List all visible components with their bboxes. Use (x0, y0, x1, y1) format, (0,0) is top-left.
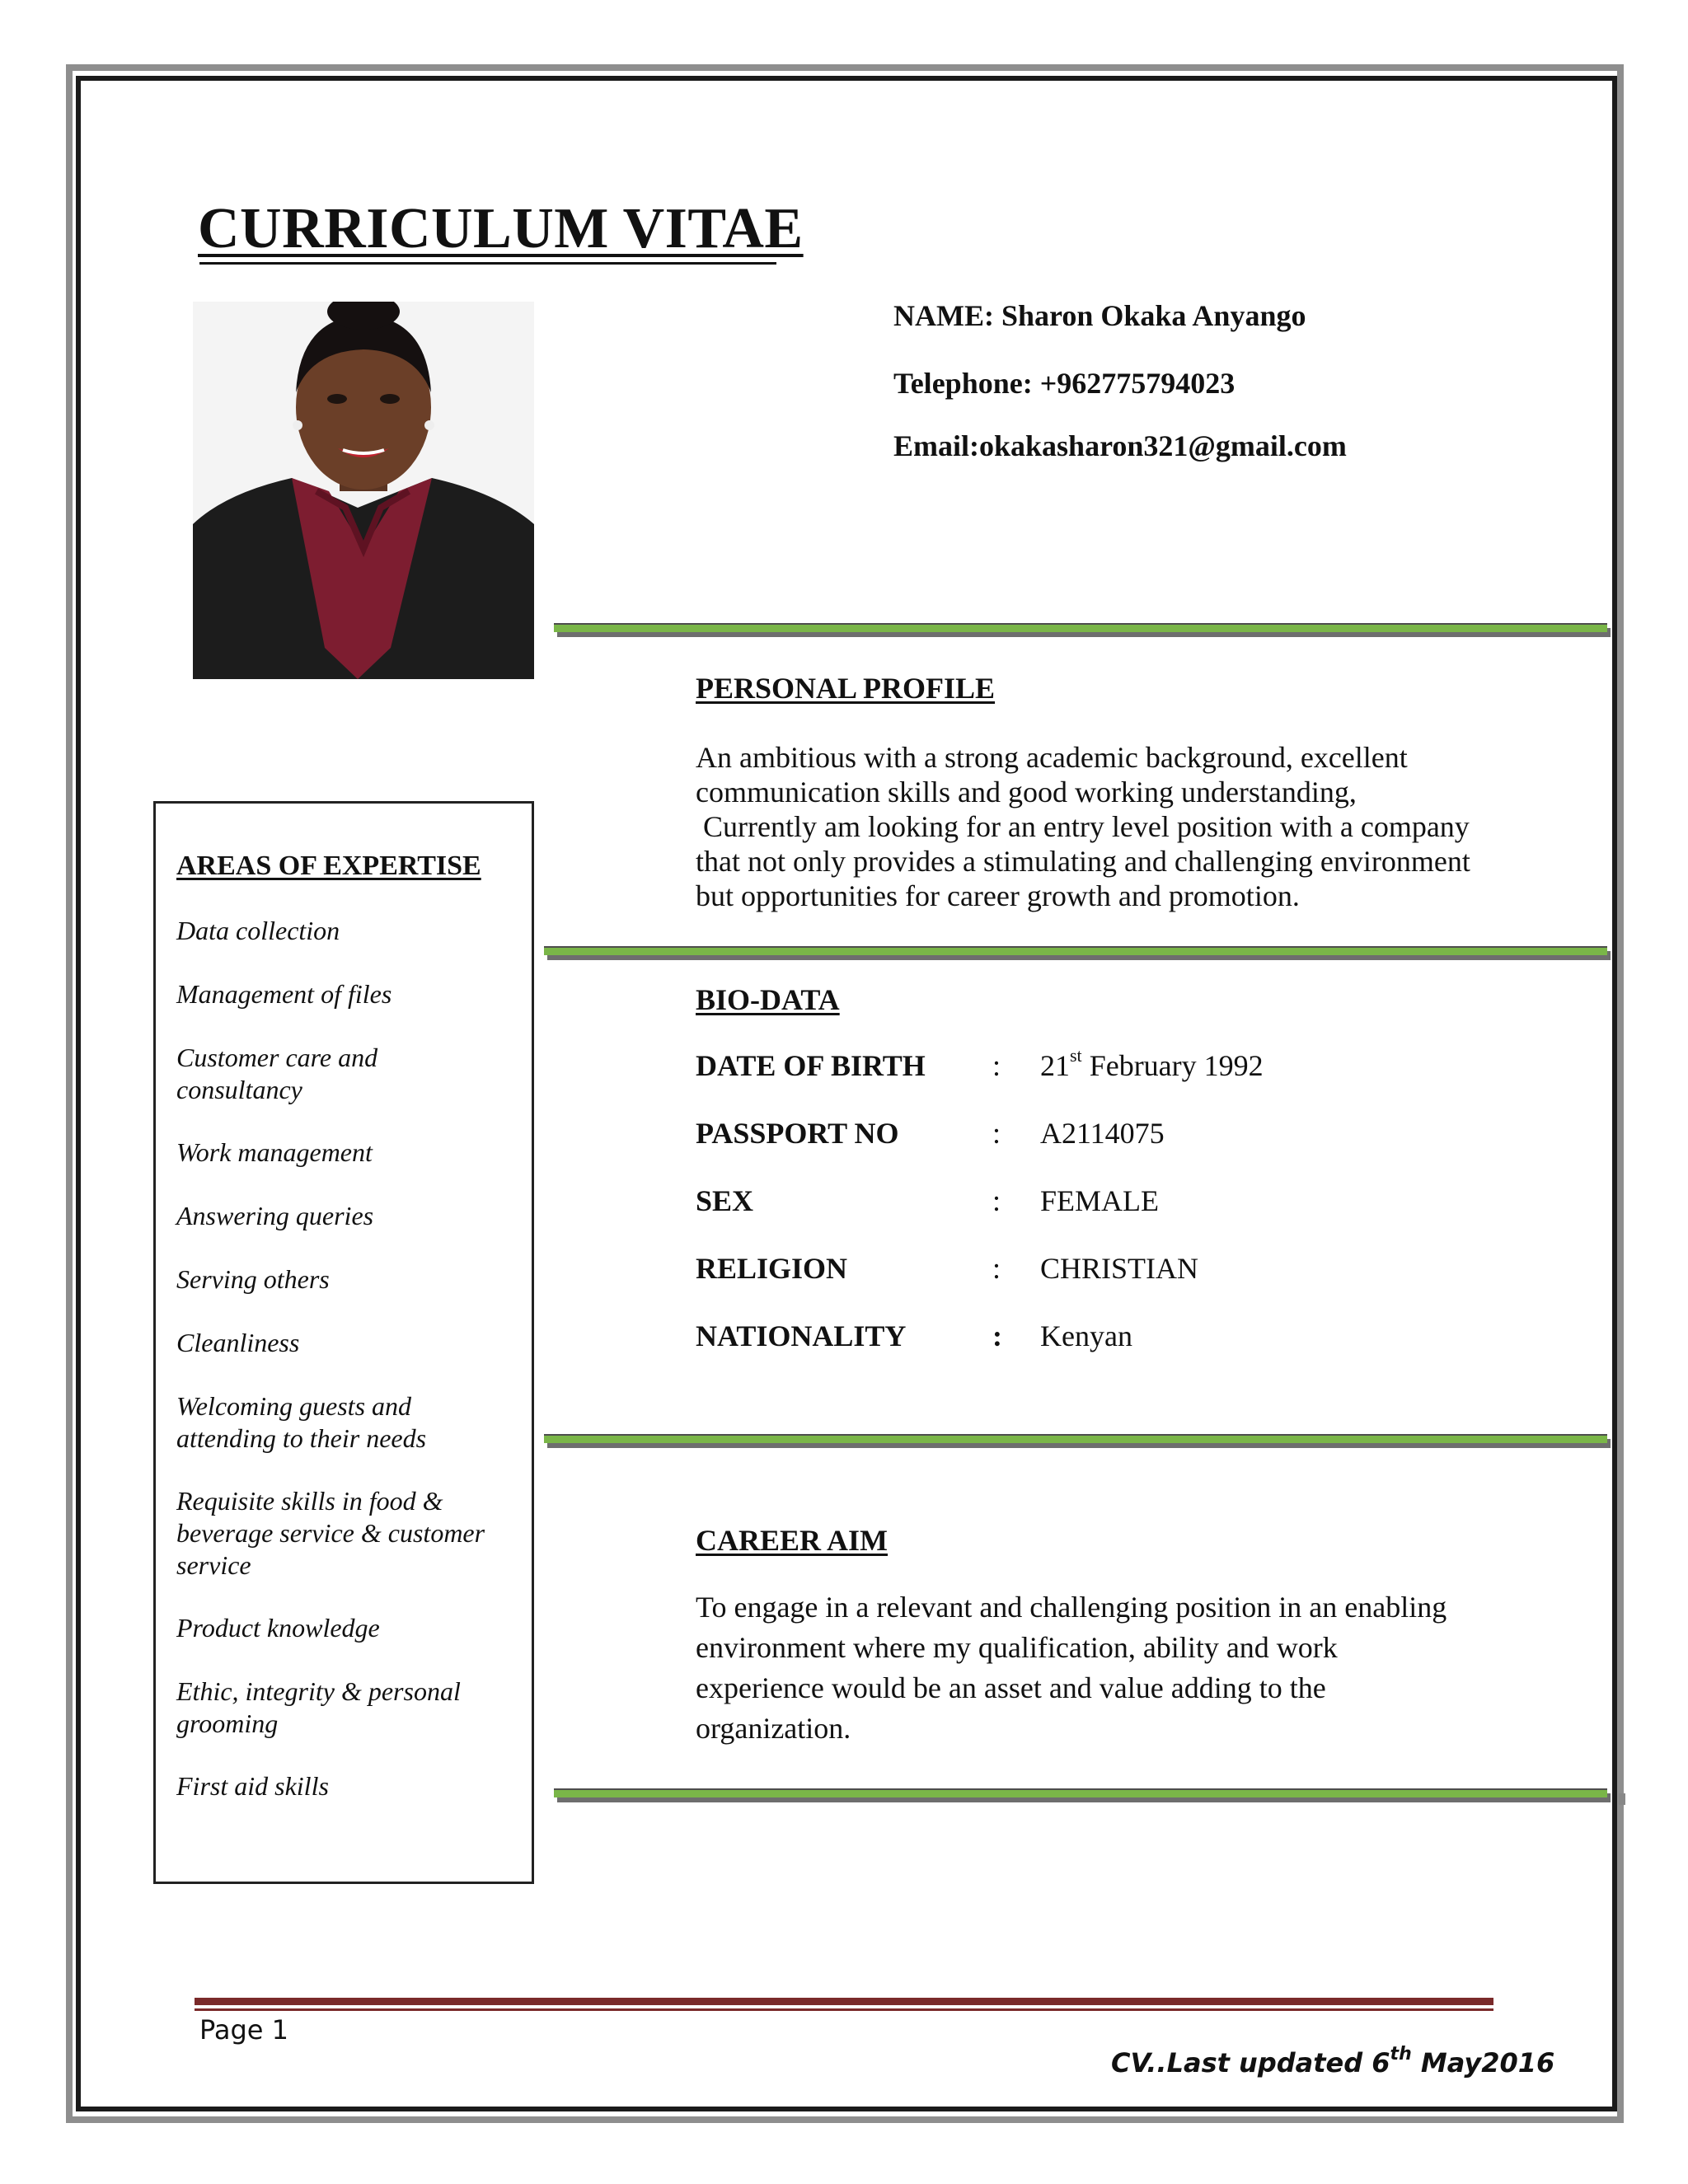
footer-rule-thin (195, 2008, 1493, 2011)
edge-mark (1619, 1793, 1625, 1805)
expertise-item: consultancy (176, 1075, 302, 1104)
expertise-item: Work management (176, 1137, 373, 1167)
career-heading: CAREER AIM (696, 1524, 889, 1557)
biodata-value: CHRISTIAN (1040, 1252, 1199, 1285)
expertise-item: Serving others (176, 1264, 330, 1294)
career-line: To engage in a relevant and challenging position in an enabling (696, 1591, 1447, 1624)
biodata-label: SEX (696, 1184, 754, 1217)
contact-name: NAME: Sharon Okaka Anyango (893, 299, 1306, 332)
expertise-item: Answering queries (176, 1201, 374, 1230)
biodata-row-sex (696, 1183, 1437, 1225)
section-divider (544, 1434, 1607, 1443)
expertise-item: First aid skills (176, 1771, 329, 1801)
expertise-heading: AREAS OF EXPERTISE (176, 851, 481, 881)
biodata-row-dob (696, 1045, 1437, 1090)
profile-line: Currently am looking for an entry level position with a company (696, 810, 1470, 843)
profile-photo (193, 302, 534, 679)
profile-text (696, 740, 1470, 913)
dob-day: 21 (1040, 1049, 1070, 1082)
expertise-item: Welcoming guests and (176, 1391, 412, 1421)
biodata-label: RELIGION (696, 1252, 848, 1285)
biodata-value: A2114075 (1040, 1117, 1165, 1150)
contact-telephone: Telephone: +962775794023 (893, 367, 1236, 400)
profile-line: An ambitious with a strong academic background, excellent (696, 741, 1408, 774)
expertise-item: grooming (176, 1708, 279, 1738)
expertise-item: Customer care and (176, 1043, 378, 1072)
career-line: environment where my qualification, ability and work (696, 1631, 1338, 1664)
section-divider (554, 1788, 1607, 1797)
biodata-colon: : (992, 1049, 1001, 1082)
expertise-item: Cleanliness (176, 1328, 300, 1357)
profile-line: that not only provides a stimulating and challenging environment (696, 845, 1470, 878)
biodata-row-nationality (696, 1319, 1437, 1360)
footer-rule (195, 1998, 1493, 2005)
last-updated (1111, 2044, 1555, 2079)
section-divider (554, 623, 1607, 632)
expertise-item: Data collection (176, 916, 340, 945)
title-double-underline (199, 262, 776, 265)
expertise-item: beverage service & customer (176, 1518, 485, 1548)
biodata-label: DATE OF BIRTH (696, 1049, 926, 1082)
biodata-heading: BIO-DATA (696, 983, 840, 1016)
career-line: organization. (696, 1712, 851, 1745)
updated-date: May2016 (1411, 2047, 1555, 2079)
expertise-item: Ethic, integrity & personal (176, 1676, 461, 1706)
updated-ordinal: th (1390, 2044, 1412, 2064)
section-divider (544, 946, 1607, 955)
profile-line: communication skills and good working understanding, (696, 776, 1357, 808)
biodata-row-religion (696, 1251, 1437, 1292)
biodata-colon: : (992, 1319, 1002, 1352)
career-line: experience would be an asset and value adding to the (696, 1671, 1326, 1704)
biodata-row-passport (696, 1116, 1437, 1157)
biodata-colon: : (992, 1117, 1001, 1150)
page-number: Page 1 (199, 2014, 288, 2046)
biodata-colon: : (992, 1252, 1001, 1285)
biodata-label: PASSPORT NO (696, 1117, 899, 1150)
expertise-item: Management of files (176, 979, 392, 1009)
biodata-value: Kenyan (1040, 1319, 1132, 1352)
dob-ordinal: st (1070, 1045, 1082, 1066)
dob-month-year: February 1992 (1081, 1049, 1264, 1082)
profile-heading: PERSONAL PROFILE (696, 672, 996, 705)
contact-email: Email:okakasharon321@gmail.com (893, 429, 1347, 462)
biodata-value (1040, 1045, 1264, 1083)
expertise-item: Requisite skills in food & (176, 1486, 443, 1516)
biodata-value: FEMALE (1040, 1184, 1159, 1217)
biodata-label: NATIONALITY (696, 1319, 907, 1352)
updated-text: CV..Last updated 6 (1111, 2047, 1390, 2079)
expertise-item: Product knowledge (176, 1613, 380, 1643)
expertise-item: service (176, 1550, 251, 1580)
biodata-colon: : (992, 1184, 1001, 1217)
page-title: CURRICULUM VITAE (198, 197, 804, 260)
career-text (696, 1587, 1447, 1749)
profile-line: but opportunities for career growth and promotion. (696, 879, 1300, 912)
expertise-item: attending to their needs (176, 1423, 427, 1453)
